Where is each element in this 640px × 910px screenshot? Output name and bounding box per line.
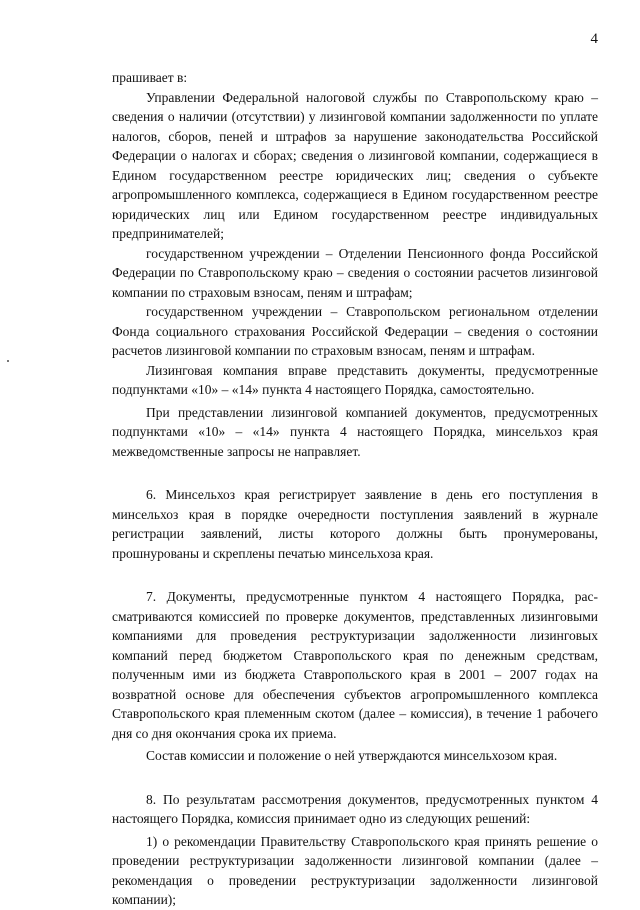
paragraph-continuation: прашивает в: [112, 70, 188, 85]
paragraph-tax-service: Управлении Федеральной налоговой службы по Ставропольскому краю – сведения о наличии (отсутствии) у лизинговой компании задолженности по уплате налогов, сборов, пеней и штрафов за нарушение законодательства Российской Федерации о налогах и сборах; сведения о лизинговой компании, содержащиеся в Едином государственном реестре юридических лиц; сведения о субъекте агропромышленного комплекса, содержащиеся в Едином государственном реестре юридических лиц или Едином государственном реестре индивидуальных предпринимателей; [112, 89, 598, 241]
paragraph-item-8-1: 1) о рекомендации Правительству Ставропольского края принять решение о проведении реструктуризации задолженности лизинговой компании (далее – рекомендация о проведении реструктуризации задолженности лизинговой компании); [112, 833, 598, 907]
paragraph-item-8: 8. По результатам рассмотрения документов, предусмотренных пунктом 4 настоящего Порядка, комиссия принимает одно из следующих решений: [112, 791, 598, 826]
document-body [112, 68, 598, 910]
paragraph-commission-composition: Состав комиссии и положение о ней утверждаются минсельхозом края. [146, 748, 558, 763]
paragraph-pension-fund: государственном учреждении – Отделении Пенсионного фонда Российской Федерации по Ставропольскому краю – сведения о состоянии расчетов лизинговой компании по страховым взносам, пеням и штрафам; [112, 245, 598, 300]
paragraph-item-7: 7. Документы, предусмотренные пунктом 4 настоящего Порядка, рассматриваются комиссией по проверке документов, представленных лизинговыми компаниями для проведения реструктуризации задолженности лизинговых компаний перед бюджетом Ставропольского края по денежным средствам, полученным ими из бюджета Ставропольского края в 2001 – 2007 годах на возвратной основе для обеспечения субъектов агропромышленного комплекса Ставропольского края племенным скотом (далее – комиссия), в течение 1 рабочего дня со дня окончания срока их приема. [112, 589, 598, 741]
scan-artifact [7, 360, 9, 362]
paragraph-no-requests: При представлении лизинговой компанией документов, предусмотренных подпунктами «10» – «14» пункта 4 настоящего Порядка, минсельхоз края межведомственные запросы не направляет. [112, 404, 598, 459]
paragraph-own-initiative: Лизинговая компания вправе представить документы, предусмотренные подпунктами «10» – «14» пункта 4 настоящего Порядка, самостоятельно. [112, 362, 598, 397]
paragraph-item-6: 6. Минсельхоз края регистрирует заявление в день его поступления в минсельхоз края в порядке очередности поступления заявлений в журнале регистрации заявлений, листы которого должны быть пронумерованы, прошнурованы и скреплены печатью минсельхоза края. [112, 487, 598, 561]
page-number: 4 [590, 31, 598, 47]
paragraph-social-insurance: государственном учреждении – Ставропольском региональном отделении Фонда социального страхования Российской Федерации – сведения о состоянии расчетов лизинговой компании по страховым взносам, пеням и штрафам. [112, 304, 598, 358]
